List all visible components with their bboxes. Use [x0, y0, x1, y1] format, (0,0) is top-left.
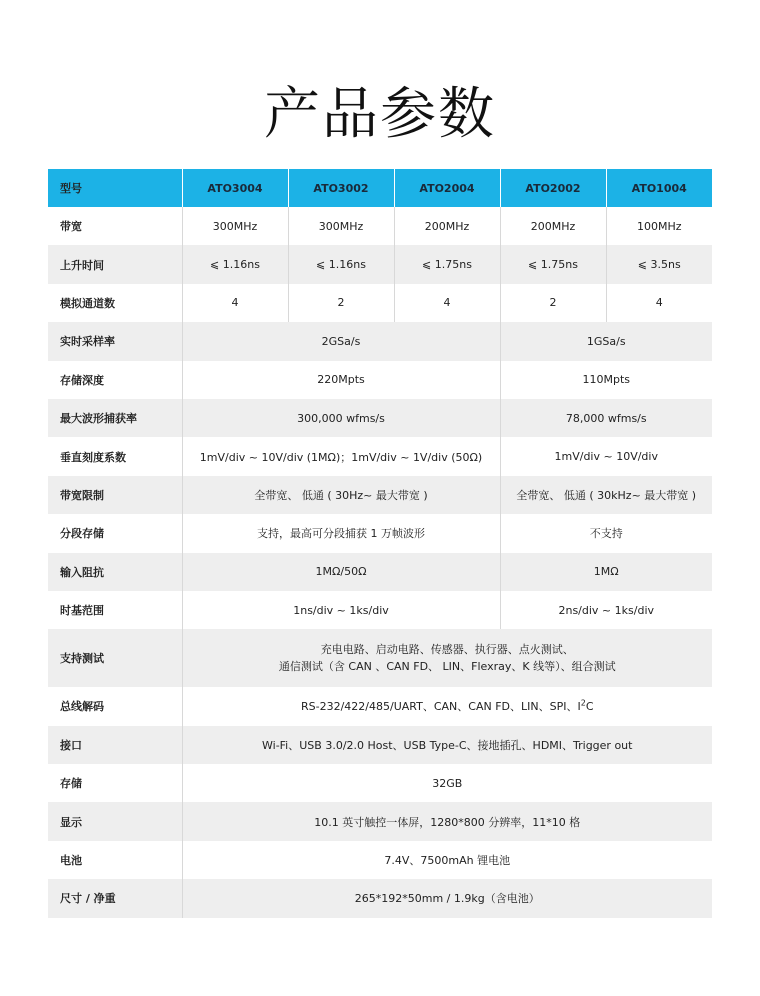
cell: ⩽ 1.75ns	[500, 245, 606, 283]
cell: 2ns/div ~ 1ks/div	[500, 591, 712, 629]
row-rise-time	[48, 245, 712, 283]
tests-line-1: 充电电路、启动电路、传感器、执行器、点火测试、	[320, 643, 574, 657]
cell: 100MHz	[606, 207, 712, 245]
cell: 220Mpts	[182, 361, 500, 399]
row-label: 上升时间	[48, 245, 182, 283]
row-display	[48, 802, 712, 840]
row-label: 支持测试	[48, 629, 182, 687]
row-label: 电池	[48, 841, 182, 879]
row-supported-tests	[48, 629, 712, 687]
bus-decode-text: RS-232/422/485/UART、CAN、CAN FD、LIN、SPI、I	[301, 700, 581, 714]
cell: ⩽ 1.75ns	[394, 245, 500, 283]
cell: 300MHz	[182, 207, 288, 245]
row-label: 分段存储	[48, 514, 182, 552]
cell	[182, 629, 712, 687]
model-ato1004: ATO1004	[606, 169, 712, 207]
cell: 全带宽、 低通 ( 30kHz~ 最大带宽 )	[500, 476, 712, 514]
row-segmented-storage	[48, 514, 712, 552]
row-label: 输入阻抗	[48, 553, 182, 591]
row-label: 总线解码	[48, 687, 182, 725]
cell: 4	[606, 284, 712, 322]
cell: 7.4V、7500mAh 锂电池	[182, 841, 712, 879]
model-ato3002: ATO3002	[288, 169, 394, 207]
row-label: 尺寸 / 净重	[48, 879, 182, 917]
cell: ⩽ 1.16ns	[288, 245, 394, 283]
cell: 110Mpts	[500, 361, 712, 399]
cell: 1MΩ	[500, 553, 712, 591]
row-timebase	[48, 591, 712, 629]
row-storage	[48, 764, 712, 802]
row-label: 模拟通道数	[48, 284, 182, 322]
model-ato3004: ATO3004	[182, 169, 288, 207]
cell: 全带宽、 低通 ( 30Hz~ 最大带宽 )	[182, 476, 500, 514]
header-label: 型号	[48, 169, 182, 207]
row-memory-depth	[48, 361, 712, 399]
row-bandwidth	[48, 207, 712, 245]
row-bandwidth-limit	[48, 476, 712, 514]
row-label: 最大波形捕获率	[48, 399, 182, 437]
row-battery	[48, 841, 712, 879]
cell	[182, 687, 712, 725]
row-label: 接口	[48, 726, 182, 764]
cell: 200MHz	[500, 207, 606, 245]
cell: 265*192*50mm / 1.9kg（含电池）	[182, 879, 712, 917]
cell: ⩽ 1.16ns	[182, 245, 288, 283]
row-waveform-rate	[48, 399, 712, 437]
row-bus-decode	[48, 687, 712, 725]
cell: 10.1 英寸触控一体屏，1280*800 分辨率，11*10 格	[182, 802, 712, 840]
table-header-row	[48, 169, 712, 207]
row-label: 时基范围	[48, 591, 182, 629]
cell: 不支持	[500, 514, 712, 552]
cell: 1ns/div ~ 1ks/div	[182, 591, 500, 629]
row-label: 带宽	[48, 207, 182, 245]
model-ato2004: ATO2004	[394, 169, 500, 207]
cell: 2	[288, 284, 394, 322]
tests-line-2: 通信测试（含 CAN 、CAN FD、 LIN、Flexray、K 线等）、组合测试	[278, 660, 616, 674]
cell: 1MΩ/50Ω	[182, 553, 500, 591]
row-vertical-scale	[48, 437, 712, 475]
cell: 支持，最高可分段捕获 1 万帧波形	[182, 514, 500, 552]
row-label: 存储	[48, 764, 182, 802]
cell: 4	[182, 284, 288, 322]
cell: 4	[394, 284, 500, 322]
spec-table	[48, 169, 712, 918]
row-label: 实时采样率	[48, 322, 182, 360]
row-label: 带宽限制	[48, 476, 182, 514]
cell: 2	[500, 284, 606, 322]
bus-decode-end: C	[585, 700, 594, 714]
cell: 1GSa/s	[500, 322, 712, 360]
bus-decode-superscript: 2	[580, 698, 586, 708]
cell: 1mV/div ~ 10V/div (1MΩ)；1mV/div ~ 1V/div (50Ω)	[182, 437, 500, 475]
cell: 300MHz	[288, 207, 394, 245]
cell: Wi-Fi、USB 3.0/2.0 Host、USB Type-C、接地插孔、HDMI、Trigger out	[182, 726, 712, 764]
row-label: 垂直刻度系数	[48, 437, 182, 475]
row-label: 存储深度	[48, 361, 182, 399]
row-label: 显示	[48, 802, 182, 840]
model-ato2002: ATO2002	[500, 169, 606, 207]
page-title: 产品参数	[264, 82, 496, 147]
row-sample-rate	[48, 322, 712, 360]
row-interface	[48, 726, 712, 764]
row-channels	[48, 284, 712, 322]
cell: 200MHz	[394, 207, 500, 245]
cell: ⩽ 3.5ns	[606, 245, 712, 283]
cell: 78,000 wfms/s	[500, 399, 712, 437]
cell: 2GSa/s	[182, 322, 500, 360]
row-input-impedance	[48, 553, 712, 591]
cell: 1mV/div ~ 10V/div	[500, 437, 712, 475]
cell: 32GB	[182, 764, 712, 802]
cell: 300,000 wfms/s	[182, 399, 500, 437]
row-size-weight	[48, 879, 712, 917]
